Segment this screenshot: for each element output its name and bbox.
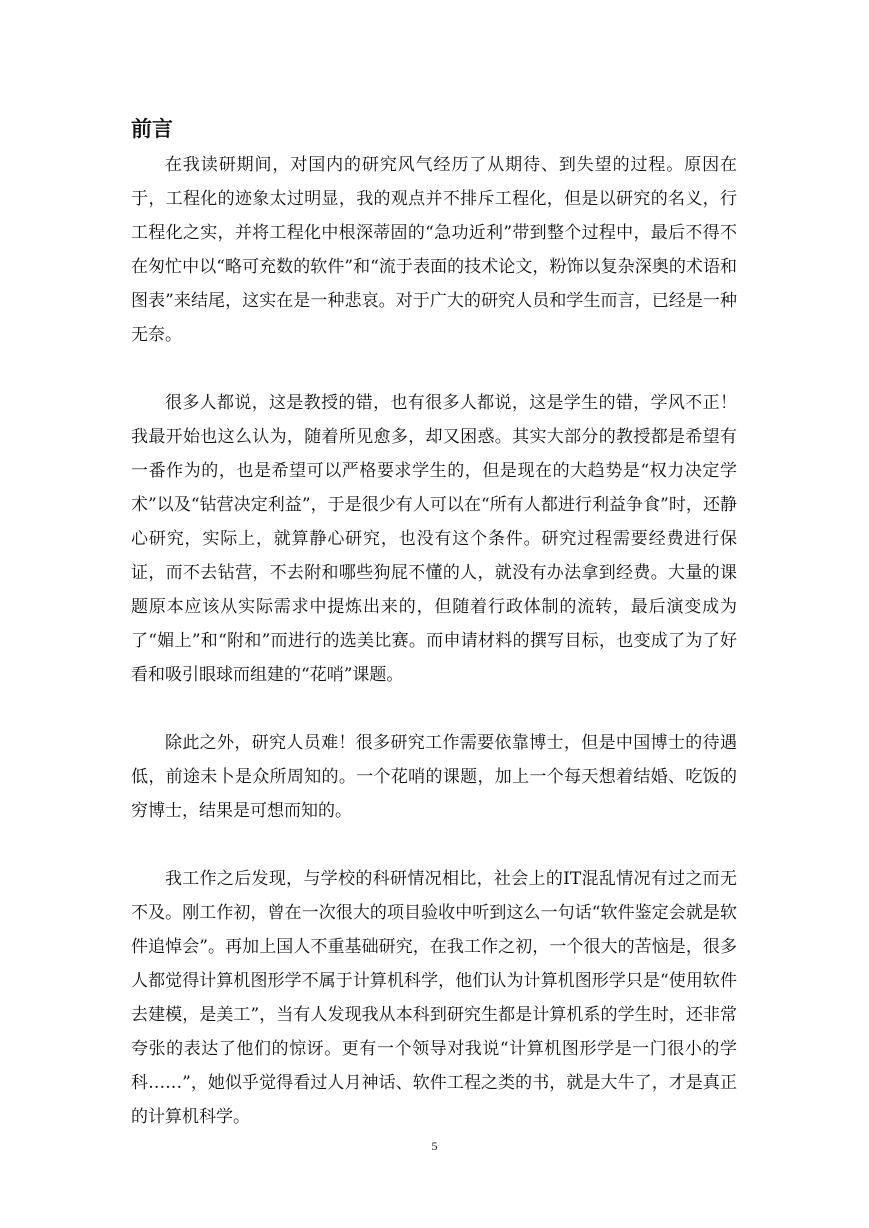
paragraph: 在我读研期间，对国内的研究风气经历了从期待、到失望的过程。原因在于，工程化的迹象太过明显，我的观点并不排斥工程化，但是以研究的名义，行工程化之实，并将工程化中根深蒂固的“急功近利”带到整个过程中，最后不得不在匆忙中以“略可充数的软件”和“流于表面的技术论文，粉饰以复杂深奥的术语和图表”来结尾，这实在是一种悲哀。对于广大的研究人员和学生而言，已经是一种无奈。 [131, 155, 737, 345]
paragraph: 我工作之后发现，与学校的科研情况相比，社会上的IT混乱情况有过之而无不及。刚工作初，曾在一次很大的项目验收中听到这么一句话“软件鉴定会就是软件追悼会”。再加上国人不重基础研究，在我工作之初，一个很大的苦恼是，很多人都觉得计算机图形学不属于计算机科学，他们认为计算机图形学只是“使用软件去建模，是美工”，当有人发现我从本科到研究生都是计算机系的学生时，还非常夸张的表达了他们的惊讶。更有一个领导对我说“计算机图形学是一门很小的学科……”，她似乎觉得看过人月神话、软件工程之类的书，就是大牛了，才是真正的计算机科学。 [131, 869, 737, 1127]
body-text [131, 148, 737, 1134]
section-heading: 前言 [131, 117, 173, 141]
paragraph: 除此之外，研究人员难！很多研究工作需要依靠博士，但是中国博士的待遇低，前途未卜是众所周知的。一个花哨的课题，加上一个每天想着结婚、吃饭的穷博士，结果是可想而知的。 [131, 733, 737, 821]
paragraph: 很多人都说，这是教授的错，也有很多人都说，这是学生的错，学风不正！我最开始也这么认为，随着所见愈多，却又困惑。其实大部分的教授都是希望有一番作为的，也是希望可以严格要求学生的，但是现在的大趋势是“权力决定学术”以及“钻营决定利益”，于是很少有人可以在“所有人都进行利益争食”时，还静心研究，实际上，就算静心研究，也没有这个条件。研究过程需要经费进行保证，而不去钻营，不去附和哪些狗屁不懂的人，就没有办法拿到经费。大量的课题原本应该从实际需求中提炼出来的，但随着行政体制的流转，最后演变成为了“媚上”和“附和”而进行的选美比赛。而申请材料的撰写目标，也变成了为了好看和吸引眼球而组建的“花哨”课题。 [131, 393, 737, 685]
page-number: 5 [431, 1139, 438, 1153]
